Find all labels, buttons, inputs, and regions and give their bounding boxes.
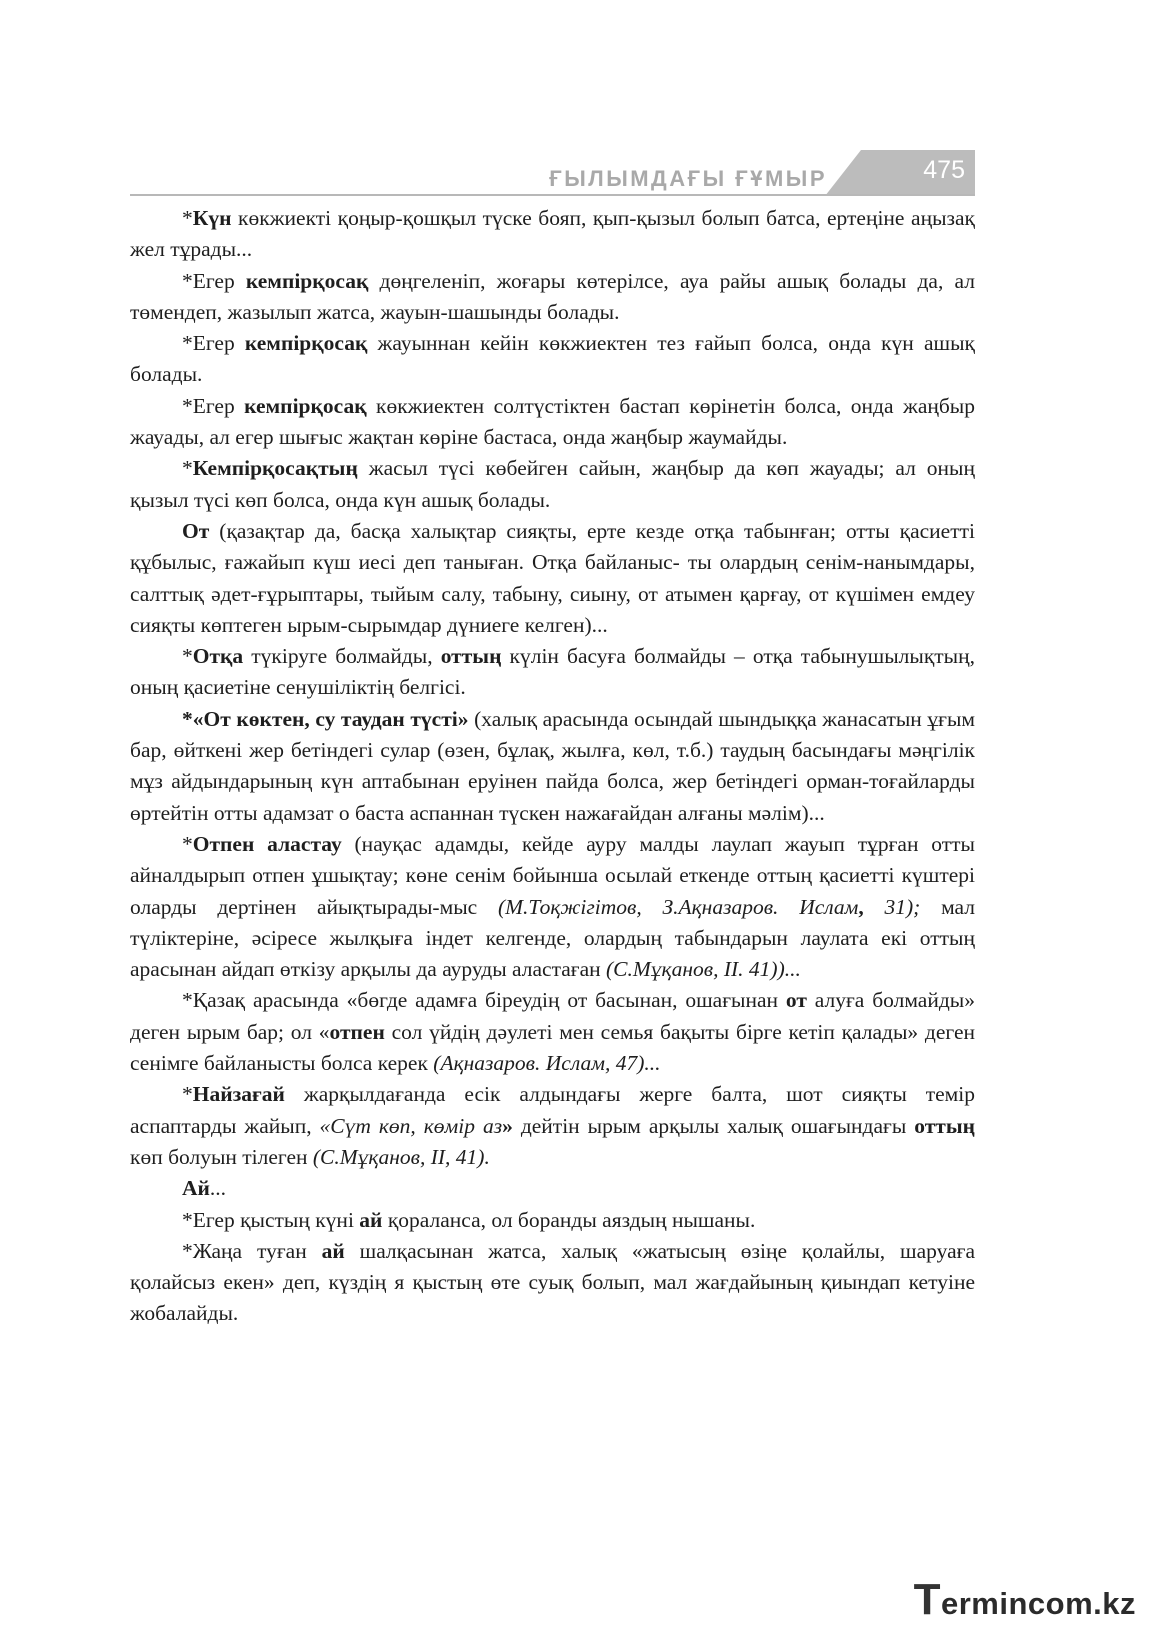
bold-term: кемпірқосақ: [244, 393, 367, 418]
paragraph: [130, 266, 975, 329]
paragraph: [130, 829, 975, 985]
citation: (Ақназаров. Ислам, 47)...: [433, 1051, 661, 1076]
text-run: көкжиектен солтүстіктен бастап көрінетін болса, онда жаңбыр жауады, ал егер шығыс жақтан көріне бастаса, онда жаңбыр жаумайды.: [130, 393, 975, 450]
paragraph: [130, 985, 975, 1079]
paragraph: [130, 1236, 975, 1330]
text-run: *Егер: [182, 393, 245, 418]
bold-term: оттың: [914, 1113, 975, 1138]
bold-term: Күн: [192, 206, 232, 230]
text-run: жарқылдағанда есік алдындағы жерге балта, шот сияқты темір аспаптарды жайып,: [130, 1082, 975, 1138]
text-run: жауыннан кейін көкжиектен тез ғайып болса, онда күн ашық болады.: [130, 331, 975, 387]
citation: (М.Тоқжігітов, З.Ақназаров. Ислам: [497, 894, 859, 919]
paragraph: [130, 328, 975, 391]
bold-term: кемпірқосақ: [245, 268, 369, 293]
bold-term: ,: [858, 894, 885, 919]
bold-term: Кемпірқосақтың: [192, 456, 358, 481]
paragraph: [130, 203, 975, 266]
bold-term: ай: [359, 1207, 383, 1232]
text-run: қораланса, ол боранды аяздың нышаны.: [382, 1207, 756, 1232]
running-header-title: ҒЫЛЫМДАҒЫ ҒҰМЫР: [549, 166, 827, 191]
text-run: *: [182, 206, 193, 230]
text-run: түкіруге болмайды,: [243, 644, 441, 669]
bold-term: *«От көктен, су таудан түсті»: [182, 706, 469, 731]
text-run: жасыл түсі көбейген сайын, жаңбыр да көп жауады; ал оның қызыл түсі көп болса, онда күн ашық болады.: [130, 456, 975, 512]
bold-term: оттың: [440, 644, 502, 669]
bold-term: От: [182, 518, 210, 543]
text-run: (науқас адамды, кейде ауру малды лаулап жауып тұрған отты айналдырып отпен ұшықтау; көне сенім бойынша осылай еткенде оттың қасиетті күштері оларды дертінен айықтырады-мыс: [130, 831, 975, 919]
text-run: *Егер: [182, 331, 245, 356]
paragraph: [130, 453, 975, 516]
bold-term: отпен: [329, 1019, 385, 1044]
text-run: ...: [209, 1176, 227, 1201]
paragraph: [130, 516, 975, 641]
paragraph: [130, 641, 975, 704]
text-run: көкжиекті қоңыр-қошқыл түске бояп, қып-қызыл болып батса, ертеңіне аңызақ жел тұрады...: [130, 206, 975, 262]
watermark-initial: T: [913, 1575, 941, 1624]
text-run: (халық арасында осындай шындыққа жанасатын ұғым бар, өйткені жер бетіндегі сулар (өзен, бұлақ, жылға, көл, т.б.) таудың басындағы мәңгілік мұз айдындарының күн аптабынан еруінен пайда болса, жер бетіндегі орман-тоғайларды өртейтін отты адамзат о баста аспаннан түскен нажағайдан алғаны мәлім)...: [130, 706, 975, 825]
bold-term: Отқа: [192, 644, 244, 669]
bold-term: ай: [321, 1238, 345, 1263]
text-run: *: [182, 1082, 193, 1107]
site-watermark: [914, 1575, 1136, 1625]
paragraph: [130, 1079, 975, 1173]
text-run: (қазақтар да, басқа халықтар сияқты, ерте кезде отқа табынған; отты қасиетті құбылыс, ғажайып күш иесі деп таныған. Отқа байланыс- ты олардың сенім-нанымдары, салттық әдет-ғұрыптары, тыйым салу, табыну, сиыну, от атымен қарғау, от күшімен емдеу сияқты көптеген ырым-сырымдар дүниеге келген)...: [130, 518, 975, 637]
bold-term: от: [785, 988, 807, 1013]
bold-term: Найзағай: [192, 1082, 285, 1107]
watermark-text: ermincom.kz: [940, 1586, 1136, 1621]
running-header: [130, 150, 975, 198]
citation: (С.Мұқанов, ІІ, 41).: [312, 1144, 490, 1169]
citation: (С.Мұқанов, ІІ. 41))...: [606, 957, 801, 982]
text-run: шалқасынан жатса, халық «жатысың өзіңе қолайлы, шаруаға қолайсыз екен» деп, күздің я қыстың өте суық болып, мал жағдайының қиындап кетуіне жобалайды.: [130, 1238, 975, 1326]
text-run: дейтін ырым арқылы халық ошағындағы: [512, 1113, 915, 1138]
paragraph: [130, 704, 975, 829]
text-run: *: [182, 831, 193, 856]
text-run: алуға болмайды» деген ырым бар; ол «: [130, 988, 975, 1044]
text-run: мал түліктеріне, әсіресе жылқыға індет келгенде, олардың табындарын лаулата екі оттың арасынан айдап өткізу арқылы да ауруды аластаған: [130, 894, 976, 982]
page-number: 475: [923, 156, 965, 184]
text-run: *Жаңа туған: [182, 1238, 322, 1263]
text-run: *Егер қыстың күні: [182, 1207, 360, 1232]
citation: 31);: [884, 894, 921, 919]
header-rule: [130, 194, 975, 196]
text-run: сол үйдің дәулеті мен семья бақыты бірге кетіп қалады» деген сенімге байланысты болса керек: [130, 1019, 975, 1076]
text-run: *: [182, 456, 193, 481]
body-text: [130, 203, 975, 1330]
text-run: *: [182, 644, 193, 669]
paragraph: [130, 391, 975, 454]
citation: «Сүт көп, көмір аз: [319, 1113, 503, 1138]
paragraph: [130, 1205, 975, 1236]
bold-term: кемпірқосақ: [244, 331, 368, 356]
text-run: *Қазақ арасында «бөгде адамға біреудің от басынан, ошағынан: [182, 988, 786, 1013]
bold-term: Ай: [182, 1176, 210, 1201]
paragraph: [130, 1173, 975, 1204]
text-run: *Егер: [182, 268, 246, 293]
text-run: күлін басуға болмайды – отқа табынушылықтың, оның қасиетіне сенушіліктің белгісі.: [130, 644, 975, 700]
text-run: көп болуын тілеген: [130, 1144, 313, 1169]
text-run: дөңгеленіп, жоғары көтерілсе, ауа райы ашық болады да, ал төмендеп, жазылып жатса, жауын-шашынды болады.: [130, 268, 975, 324]
bold-term: Отпен аластау: [192, 831, 342, 856]
bold-term: »: [502, 1113, 513, 1138]
